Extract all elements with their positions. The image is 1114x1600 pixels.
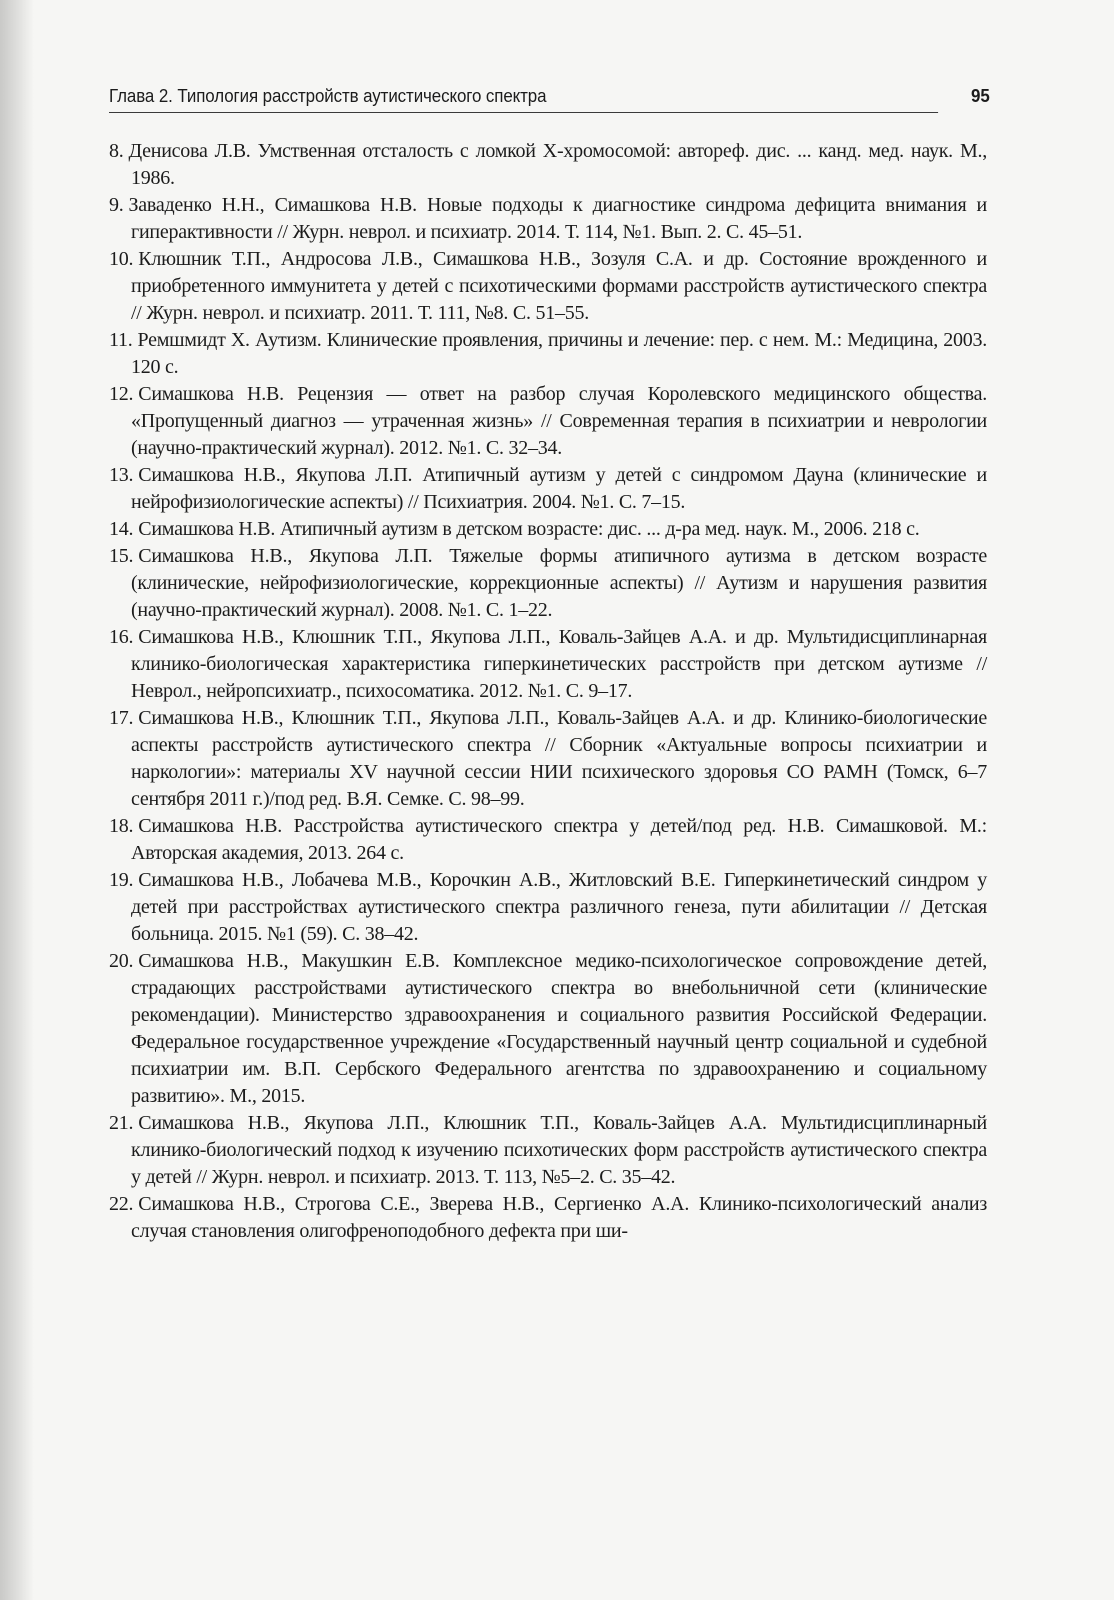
reference-item [109,1110,987,1191]
reference-text: Симашкова Н.В., Якупова Л.П. Атипичный аутизм у детей с синдромом Дауна (клинические и нейрофизиологические аспекты) // Психиатрия. 2004. №1. С. 7–15. [131,464,987,513]
reference-number: 11. [109,329,133,351]
reference-item [109,246,987,327]
reference-text: Клюшник Т.П., Андросова Л.В., Симашкова Н.В., Зозуля С.А. и др. Состояние врожденного и приобретенного иммунитета у детей с психотическими формами расстройств аутистического спектра // Журн. неврол. и психиатр. 2011. Т. 111, №8. С. 51–55. [131,248,987,324]
reference-item [109,705,987,813]
reference-item [109,1191,987,1245]
reference-number: 19. [109,869,134,891]
reference-text: Симашкова Н.В., Клюшник Т.П., Якупова Л.П., Коваль-Зайцев А.А. и др. Клинико-биологические аспекты расстройств аутистического спектра // Сборник «Актуальные вопросы психиатрии и наркологии»: материалы XV научной сессии НИИ психического здоровья СО РАМН (Томск, 6–7 сентября 2011 г.)/под ред. В.Я. Семке. С. 98–99. [131,707,987,810]
reference-text: Симашкова Н.В. Атипичный аутизм в детском возрасте: дис. ... д-ра мед. наук. М., 2006. 218 с. [138,518,920,540]
reference-list [109,138,987,1245]
reference-text: Симашкова Н.В. Рецензия — ответ на разбор случая Королевского медицинского общества. «Пропущенный диагноз — утраченная жизнь» // Современная терапия в психиатрии и неврологии (научно-практический журнал). 2012. №1. С. 32–34. [131,383,987,459]
reference-item [109,948,987,1110]
reference-text: Симашкова Н.В., Строгова С.Е., Зверева Н.В., Сергиенко А.А. Клинико-психологический анализ случая становления олигофреноподобного дефекта при ши- [131,1193,987,1242]
reference-item [109,462,987,516]
reference-number: 9. [109,194,124,216]
reference-number: 16. [109,626,134,648]
reference-number: 20. [109,950,134,972]
reference-number: 21. [109,1112,134,1134]
reference-item [109,813,987,867]
reference-number: 8. [109,140,124,162]
page-edge-shadow [0,0,34,1600]
running-header [109,82,990,113]
chapter-title: Глава 2. Типология расстройств аутистического спектра [109,86,547,106]
reference-number: 13. [109,464,134,486]
reference-item [109,543,987,624]
reference-item [109,327,987,381]
reference-item [109,192,987,246]
reference-number: 15. [109,545,134,567]
reference-item [109,138,987,192]
reference-item [109,516,987,543]
reference-item [109,624,987,705]
reference-text: Симашкова Н.В., Макушкин Е.В. Комплексное медико-психологическое сопровождение детей, страдающих расстройствами аутистического спектра во внебольничной сети (клинические рекомендации). Министерство здравоохранения и социального развития Российской Федерации. Федеральное государственное учреждение «Государственный научный центр социальной и судебной психиатрии им. В.П. Сербского Федерального агентства по здравоохранению и социальному развитию». М., 2015. [131,950,987,1107]
page-number: 95 [970,86,990,106]
reference-text: Симашкова Н.В., Якупова Л.П. Тяжелые формы атипичного аутизма в детском возрасте (клинические, нейрофизиологические, коррекционные аспекты) // Аутизм и нарушения развития (научно-практический журнал). 2008. №1. С. 1–22. [131,545,987,621]
reference-text: Ремшмидт Х. Аутизм. Клинические проявления, причины и лечение: пер. с нем. М.: Медицина, 2003. 120 с. [131,329,987,378]
reference-text: Симашкова Н.В., Якупова Л.П., Клюшник Т.П., Коваль-Зайцев А.А. Мультидисциплинарный клинико-биологический подход к изучению психотических форм расстройств аутистического спектра у детей // Журн. неврол. и психиатр. 2013. Т. 113, №5–2. С. 35–42. [131,1112,987,1188]
reference-item [109,381,987,462]
reference-number: 12. [109,383,134,405]
reference-text: Симашкова Н.В., Лобачева М.В., Корочкин А.В., Житловский В.Е. Гиперкинетический синдром у детей при расстройствах аутистического спектра различного генеза, пути абилитации // Детская больница. 2015. №1 (59). С. 38–42. [131,869,987,945]
reference-number: 17. [109,707,134,729]
reference-text: Заваденко Н.Н., Симашкова Н.В. Новые подходы к диагностике синдрома дефицита внимания и гиперактивности // Журн. неврол. и психиатр. 2014. Т. 114, №1. Вып. 2. С. 45–51. [128,194,987,243]
reference-number: 10. [109,248,134,270]
reference-text: Симашкова Н.В. Расстройства аутистического спектра у детей/под ред. Н.В. Симашковой. М.: Авторская академия, 2013. 264 с. [131,815,987,864]
reference-number: 14. [109,518,134,540]
reference-text: Денисова Л.В. Умственная отсталость с ломкой Х-хромосомой: автореф. дис. ... канд. мед. наук. М., 1986. [128,140,987,189]
reference-number: 18. [109,815,134,837]
reference-text: Симашкова Н.В., Клюшник Т.П., Якупова Л.П., Коваль-Зайцев А.А. и др. Мультидисциплинарная клинико-биологическая характеристика гиперкинетических расстройств при детском аутизме // Неврол., нейропсихиатр., психосоматика. 2012. №1. С. 9–17. [131,626,987,702]
reference-number: 22. [109,1193,134,1215]
reference-item [109,867,987,948]
